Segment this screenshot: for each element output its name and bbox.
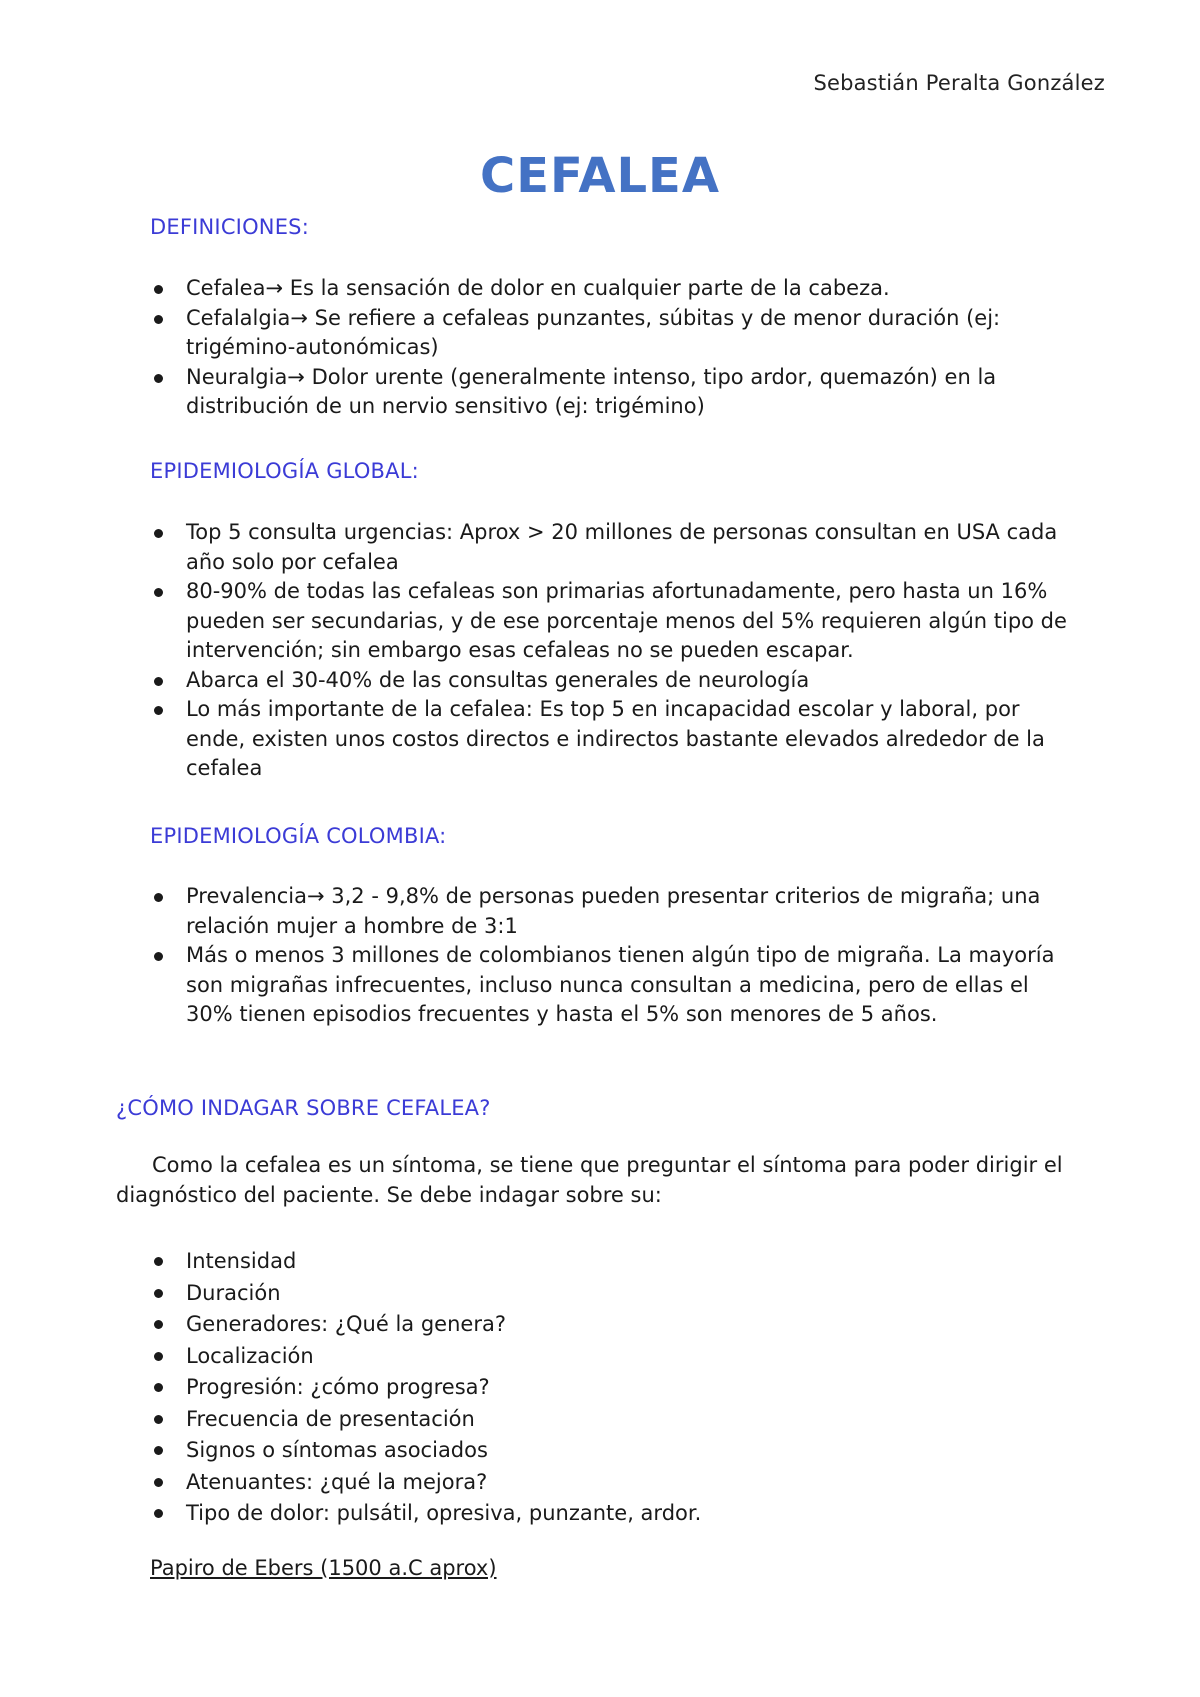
bullet-icon <box>154 1257 163 1266</box>
list-item: Intensidad <box>152 1246 1082 1278</box>
bullet-icon <box>154 952 163 961</box>
list-item: Más o menos 3 millones de colombianos tienen algún tipo de migraña. La mayoría son migrañas infrecuentes, incluso nunca consultan a medicina, pero de ellas el 30% tienen episodios frecuentes y hasta el 5% son menores de 5 años. <box>152 941 1082 1030</box>
list-definiciones <box>152 274 1082 422</box>
bullet-icon <box>154 1509 163 1518</box>
list-item: Prevalencia→ 3,2 - 9,8% de personas pueden presentar criterios de migraña; una relación mujer a hombre de 3:1 <box>152 882 1082 941</box>
indagar-paragraph: Como la cefalea es un síntoma, se tiene que preguntar el síntoma para poder dirigir el diagnóstico del paciente. Se debe indagar sobre su: <box>116 1153 1063 1207</box>
bullet-icon <box>154 374 163 383</box>
author-name: Sebastián Peralta González <box>813 71 1105 95</box>
bullet-icon <box>154 677 163 686</box>
bullet-icon <box>154 1415 163 1424</box>
bullet-icon <box>154 588 163 597</box>
list-epidemiologia-global <box>152 518 1082 784</box>
list-como-indagar <box>152 1246 1082 1530</box>
papiro-ebers-link[interactable]: Papiro de Ebers (1500 a.C aprox) <box>150 1556 497 1580</box>
list-item: Duración <box>152 1278 1082 1310</box>
heading-como-indagar: ¿CÓMO INDAGAR SOBRE CEFALEA? <box>116 1096 491 1120</box>
heading-definiciones: DEFINICIONES: <box>150 215 309 239</box>
list-item: Abarca el 30-40% de las consultas generales de neurología <box>152 666 1082 696</box>
list-item: Neuralgia→ Dolor urente (generalmente intenso, tipo ardor, quemazón) en la distribución de un nervio sensitivo (ej: trigémino) <box>152 363 1082 422</box>
heading-epidemiologia-colombia: EPIDEMIOLOGÍA COLOMBIA: <box>150 824 447 848</box>
list-item: Cefalalgia→ Se refiere a cefaleas punzantes, súbitas y de menor duración (ej: trigémino-autonómicas) <box>152 304 1082 363</box>
bullet-icon <box>154 1320 163 1329</box>
document-title: CEFALEA <box>480 148 720 204</box>
bullet-icon <box>154 1478 163 1487</box>
list-item: Signos o síntomas asociados <box>152 1435 1082 1467</box>
bullet-icon <box>154 285 163 294</box>
bullet-icon <box>154 1289 163 1298</box>
bullet-icon <box>154 529 163 538</box>
list-item: Cefalea→ Es la sensación de dolor en cualquier parte de la cabeza. <box>152 274 1082 304</box>
list-item: 80-90% de todas las cefaleas son primarias afortunadamente, pero hasta un 16% pueden ser secundarias, y de ese porcentaje menos del 5% requieren algún tipo de intervención; sin embargo esas cefaleas no se pueden escapar. <box>152 577 1082 666</box>
heading-epidemiologia-global: EPIDEMIOLOGÍA GLOBAL: <box>150 459 419 483</box>
bullet-icon <box>154 1352 163 1361</box>
list-epidemiologia-colombia <box>152 882 1082 1030</box>
list-item: Lo más importante de la cefalea: Es top 5 en incapacidad escolar y laboral, por ende, existen unos costos directos e indirectos bastante elevados alrededor de la cefalea <box>152 695 1082 784</box>
bullet-icon <box>154 315 163 324</box>
list-item: Atenuantes: ¿qué la mejora? <box>152 1467 1082 1499</box>
bullet-icon <box>154 893 163 902</box>
list-item: Progresión: ¿cómo progresa? <box>152 1372 1082 1404</box>
list-item: Tipo de dolor: pulsátil, opresiva, punzante, ardor. <box>152 1498 1082 1530</box>
list-item: Generadores: ¿Qué la genera? <box>152 1309 1082 1341</box>
list-item: Localización <box>152 1341 1082 1373</box>
list-item: Top 5 consulta urgencias: Aprox > 20 millones de personas consultan en USA cada año solo por cefalea <box>152 518 1082 577</box>
bullet-icon <box>154 1446 163 1455</box>
bullet-icon <box>154 1383 163 1392</box>
bullet-icon <box>154 706 163 715</box>
list-item: Frecuencia de presentación <box>152 1404 1082 1436</box>
